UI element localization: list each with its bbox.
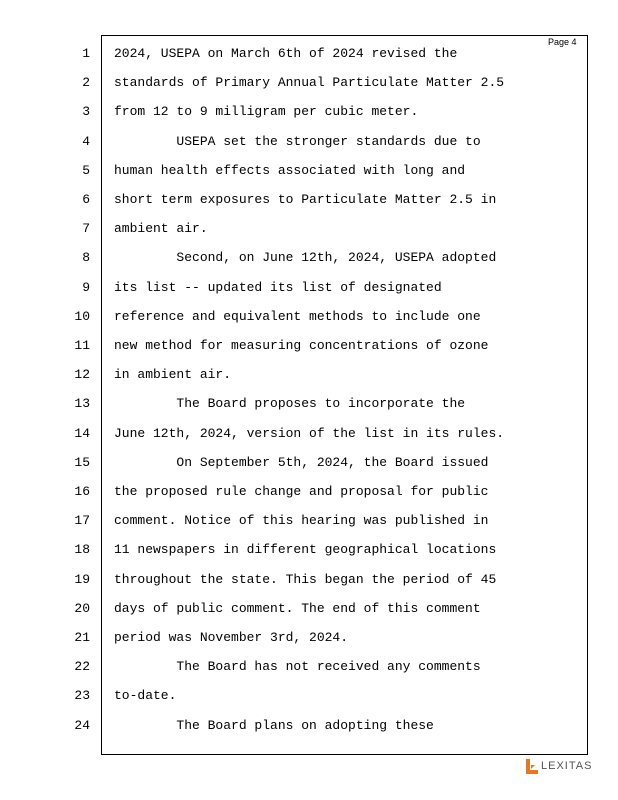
transcript-line: days of public comment. The end of this comment	[114, 601, 481, 616]
line-number: 5	[82, 163, 90, 178]
transcript-line: period was November 3rd, 2024.	[114, 630, 349, 645]
line-number: 11	[74, 338, 90, 353]
line-number: 12	[74, 367, 90, 382]
line-number: 18	[74, 542, 90, 557]
transcript-line: Second, on June 12th, 2024, USEPA adopted	[114, 250, 497, 265]
line-number: 9	[82, 280, 90, 295]
transcript-line: to-date.	[114, 688, 177, 703]
line-number: 6	[82, 192, 90, 207]
line-number: 13	[74, 396, 90, 411]
line-number: 2	[82, 75, 90, 90]
line-number: 7	[82, 221, 90, 236]
line-number: 23	[74, 688, 90, 703]
line-number: 24	[74, 718, 90, 733]
lexitas-logo	[525, 757, 592, 775]
line-number: 19	[74, 572, 90, 587]
line-number: 14	[74, 426, 90, 441]
transcript-line: 2024, USEPA on March 6th of 2024 revised the	[114, 46, 458, 61]
transcript-line: comment. Notice of this hearing was published in	[114, 513, 489, 528]
transcript-line: June 12th, 2024, version of the list in its rules.	[114, 426, 505, 441]
transcript-line: new method for measuring concentrations of ozone	[114, 338, 489, 353]
transcript-line: standards of Primary Annual Particulate Matter 2.5	[114, 75, 505, 90]
transcript-line: The Board proposes to incorporate the	[114, 396, 466, 411]
line-number: 15	[74, 455, 90, 470]
line-number: 3	[82, 104, 90, 119]
transcript-line: short term exposures to Particulate Matter 2.5 in	[114, 192, 497, 207]
page-number-label: Page 4	[548, 37, 577, 47]
transcript-line: USEPA set the stronger standards due to	[114, 134, 481, 149]
line-number: 10	[74, 309, 90, 324]
transcript-line: in ambient air.	[114, 367, 232, 382]
transcript-line: 11 newspapers in different geographical locations	[114, 542, 497, 557]
line-number: 21	[74, 630, 90, 645]
transcript-line: ambient air.	[114, 221, 208, 236]
line-number: 4	[82, 134, 90, 149]
line-number: 22	[74, 659, 90, 674]
transcript-line: On September 5th, 2024, the Board issued	[114, 455, 489, 470]
line-number: 20	[74, 601, 90, 616]
line-number: 1	[82, 46, 90, 61]
transcript-line: its list -- updated its list of designated	[114, 280, 442, 295]
transcript-line: human health effects associated with long and	[114, 163, 466, 178]
line-number: 8	[82, 250, 90, 265]
transcript-line: the proposed rule change and proposal for public	[114, 484, 489, 499]
lexitas-logo-icon	[525, 758, 539, 774]
transcript-line: throughout the state. This began the period of 45	[114, 572, 497, 587]
transcript-line: from 12 to 9 milligram per cubic meter.	[114, 104, 419, 119]
transcript-line: reference and equivalent methods to include one	[114, 309, 481, 324]
transcript-line: The Board has not received any comments	[114, 659, 481, 674]
line-number: 17	[74, 513, 90, 528]
line-number: 16	[74, 484, 90, 499]
transcript-line: The Board plans on adopting these	[114, 718, 434, 733]
lexitas-logo-text: LEXITAS	[541, 760, 593, 772]
